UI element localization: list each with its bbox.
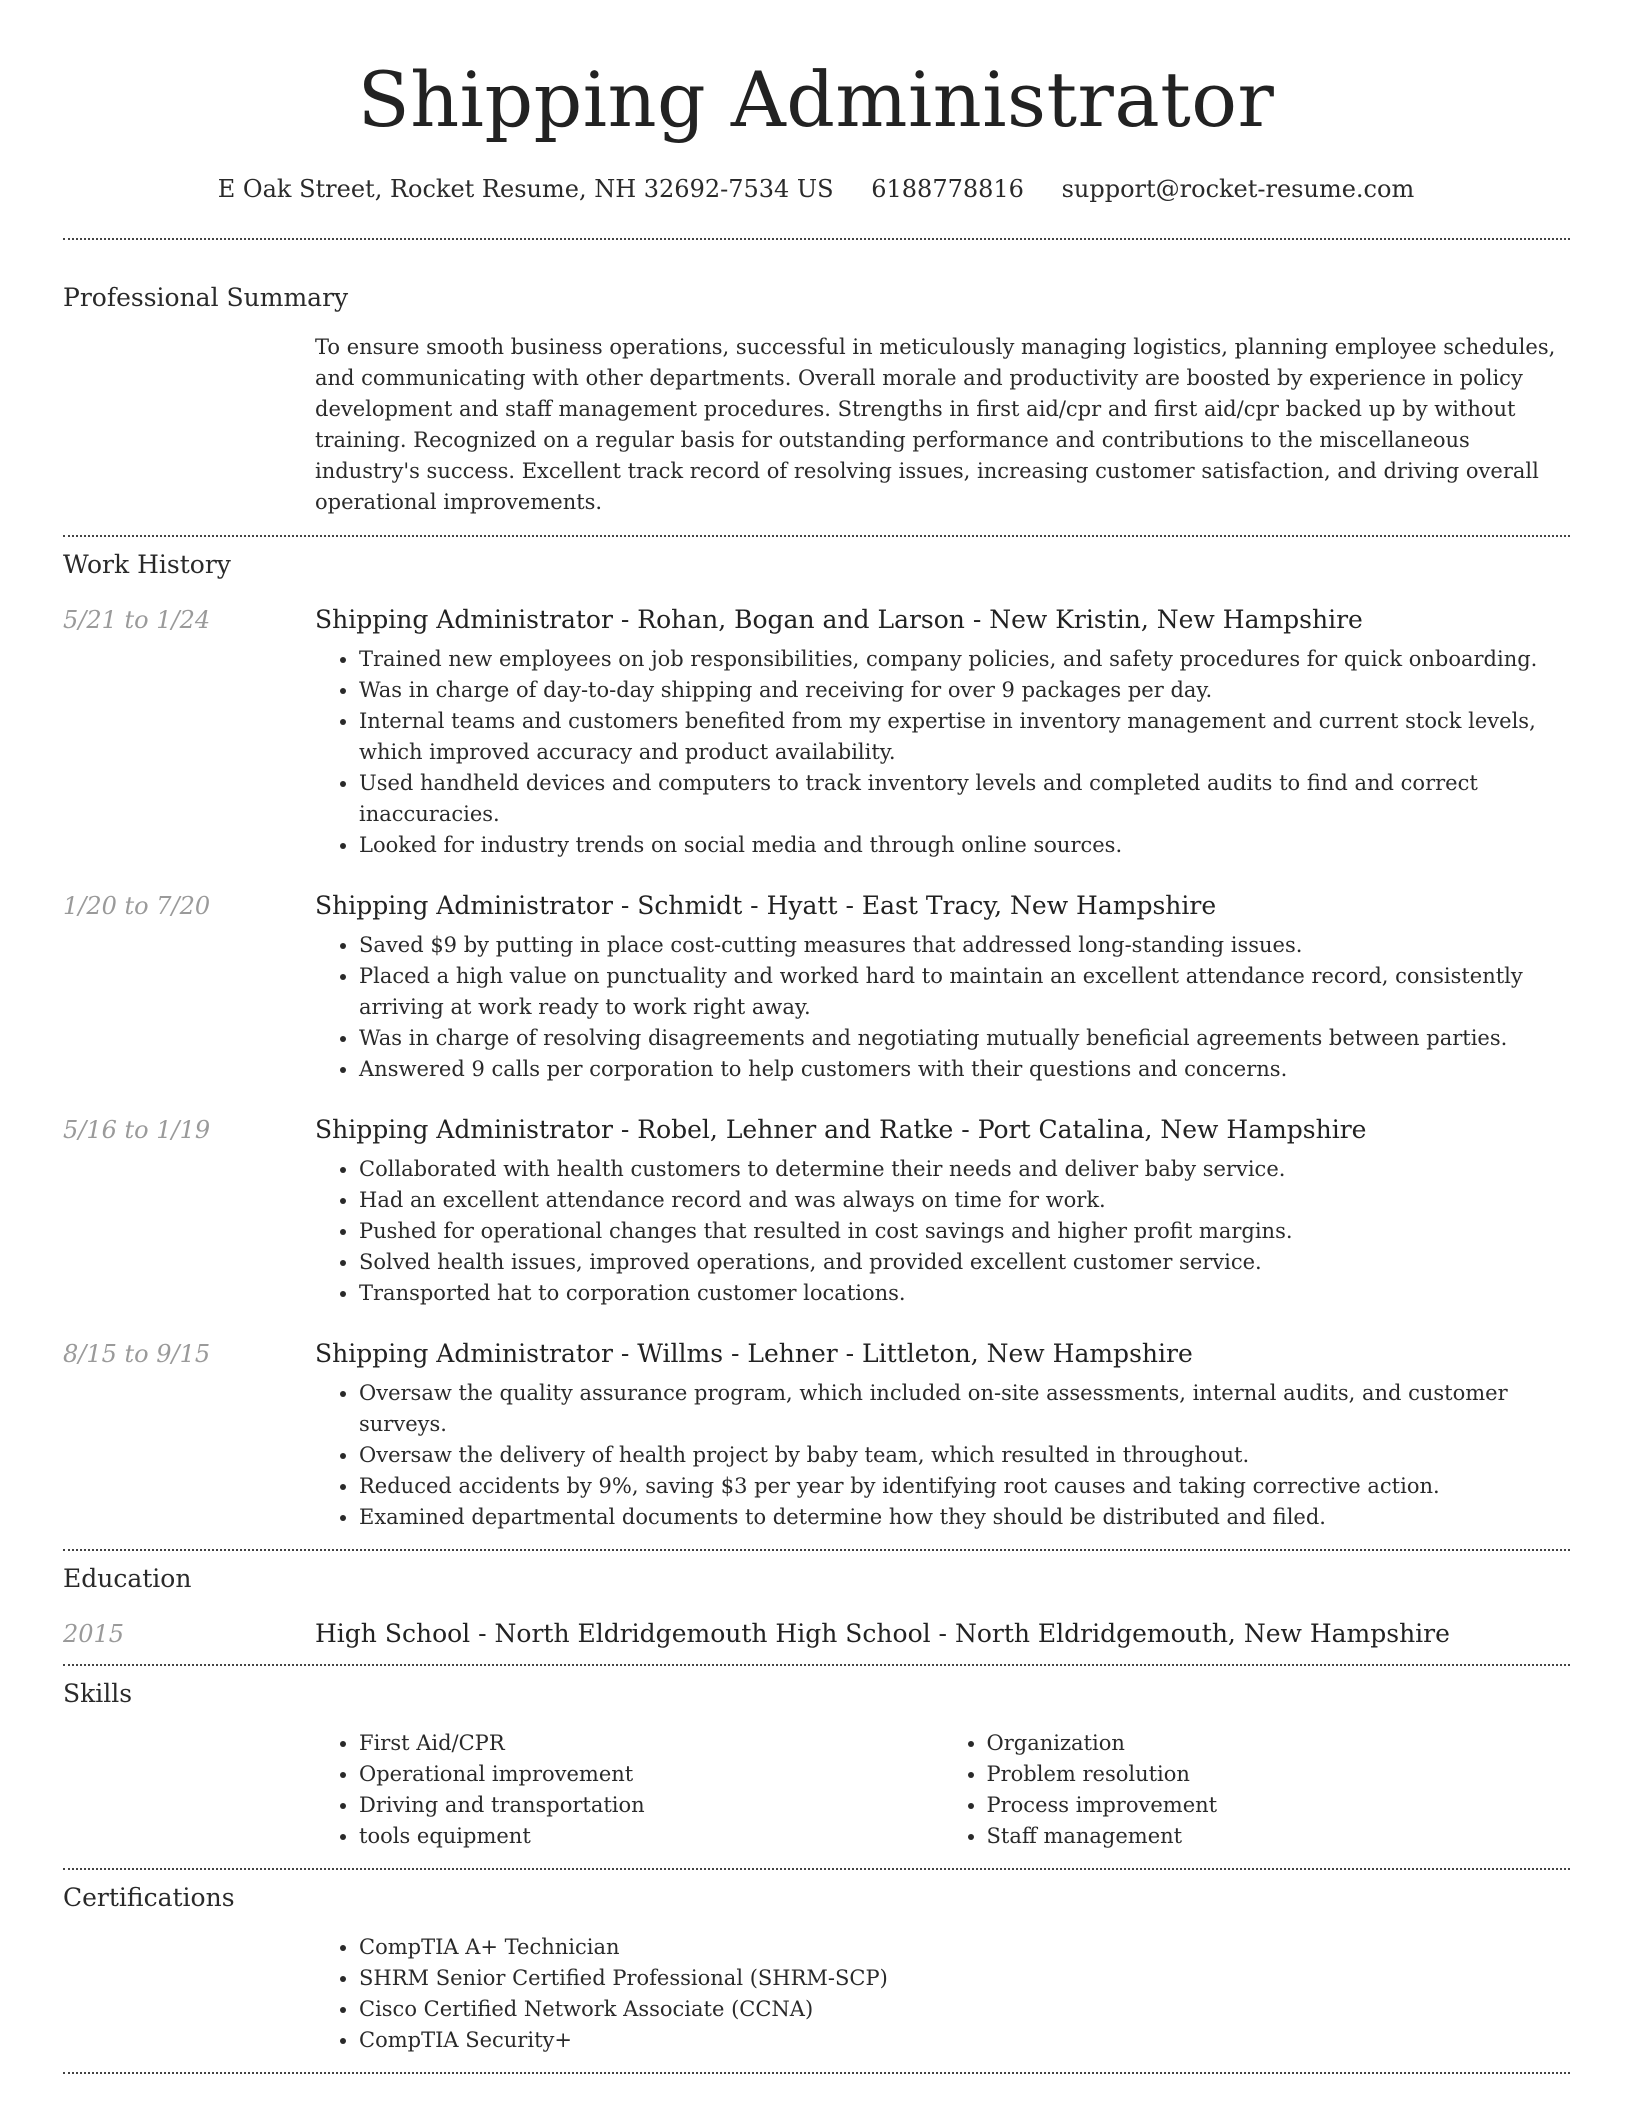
job-bullet: • Answered 9 calls per corporation to help customers with their questions and concerns. (359, 1054, 1570, 1085)
contact-line (0, 172, 1632, 206)
job-details (315, 644, 1570, 861)
job-bullet: • Collaborated with health customers to determine their needs and deliver baby service. (359, 1154, 1570, 1185)
job-dates: 5/16 to 1/19 (63, 1116, 211, 1144)
section-title-work-history: Work History (63, 550, 231, 579)
skill-item: • Driving and transportation (359, 1790, 943, 1821)
job-bullets (315, 1154, 1570, 1309)
divider (63, 1868, 1570, 1870)
job-dates: 8/15 to 9/15 (63, 1340, 211, 1368)
certifications-list (315, 1932, 1570, 2056)
contact-email: support@rocket-resume.com (1061, 175, 1415, 203)
job-entry (0, 1115, 1632, 1309)
skill-item: • Problem resolution (987, 1759, 1571, 1790)
skill-item: • Process improvement (987, 1790, 1571, 1821)
education-heading: High School - North Eldridgemouth High School - North Eldridgemouth, New Hampshire (315, 1619, 1450, 1648)
job-dates: 5/21 to 1/24 (63, 606, 211, 634)
skill-item: • tools equipment (359, 1821, 943, 1852)
section-title-summary: Professional Summary (63, 283, 349, 312)
certifications-section (315, 1932, 1570, 2056)
job-bullet: • Oversaw the quality assurance program, which included on-site assessments, internal audits, and customer surveys. (359, 1378, 1570, 1440)
education-year: 2015 (63, 1620, 125, 1648)
contact-address: E Oak Street, Rocket Resume, NH 32692-7534 US (217, 175, 834, 203)
job-bullet: • Placed a high value on punctuality and worked hard to maintain an excellent attendance record, consistently arriving at work ready to work right away. (359, 961, 1570, 1023)
job-bullet: • Used handheld devices and computers to track inventory levels and completed audits to find and correct inaccuracies. (359, 768, 1570, 830)
job-heading: Shipping Administrator - Rohan, Bogan and Larson - New Kristin, New Hampshire (315, 605, 1363, 634)
summary-text: To ensure smooth business operations, successful in meticulously managing logistics, planning employee schedules, and communicating with other departments. Overall morale and productivity are boosted by experience in policy development and staff management procedures. Strengths in first aid/cpr and first aid/cpr backed up by without training. Recognized on a regular basis for outstanding performance and contributions to the miscellaneous industry's success. Excellent track record of resolving issues, increasing customer satisfaction, and driving overall operational improvements. (315, 335, 1556, 514)
skill-item: • Organization (987, 1728, 1571, 1759)
job-bullets (315, 644, 1570, 861)
job-bullet: • Looked for industry trends on social media and through online sources. (359, 830, 1570, 861)
divider (63, 2072, 1570, 2074)
job-header (0, 891, 1632, 920)
divider (63, 1664, 1570, 1666)
job-heading: Shipping Administrator - Willms - Lehner - Littleton, New Hampshire (315, 1339, 1193, 1368)
job-bullet: • Had an excellent attendance record and was always on time for work. (359, 1185, 1570, 1216)
job-entry (0, 891, 1632, 1085)
section-title-education: Education (63, 1564, 192, 1593)
skill-item: • Operational improvement (359, 1759, 943, 1790)
divider (63, 1549, 1570, 1551)
job-details (315, 1378, 1570, 1533)
certification-item: • SHRM Senior Certified Professional (SHRM-SCP) (359, 1963, 1570, 1994)
job-bullet: • Pushed for operational changes that resulted in cost savings and higher profit margins. (359, 1216, 1570, 1247)
job-heading: Shipping Administrator - Robel, Lehner and Ratke - Port Catalina, New Hampshire (315, 1115, 1367, 1144)
certification-item: • CompTIA Security+ (359, 2025, 1570, 2056)
skill-item: • Staff management (987, 1821, 1571, 1852)
job-bullet: • Internal teams and customers benefited from my expertise in inventory management and current stock levels, which improved accuracy and product availability. (359, 706, 1570, 768)
summary-section (315, 332, 1570, 518)
job-bullets (315, 1378, 1570, 1533)
resume-name: Shipping Administrator (357, 55, 1275, 144)
job-bullet: • Reduced accidents by 9%, saving $3 per year by identifying root causes and taking corrective action. (359, 1471, 1570, 1502)
divider (63, 238, 1570, 240)
certification-item: • Cisco Certified Network Associate (CCNA) (359, 1994, 1570, 2025)
contact-phone: 6188778816 (871, 175, 1024, 203)
skill-item: • First Aid/CPR (359, 1728, 943, 1759)
job-heading: Shipping Administrator - Schmidt - Hyatt - East Tracy, New Hampshire (315, 891, 1217, 920)
job-bullet: • Solved health issues, improved operations, and provided excellent customer service. (359, 1247, 1570, 1278)
job-header (0, 1115, 1632, 1144)
job-header (0, 605, 1632, 634)
certification-item: • CompTIA A+ Technician (359, 1932, 1570, 1963)
section-title-certifications: Certifications (63, 1883, 235, 1912)
education-entry (0, 1619, 1632, 1648)
job-bullet: • Was in charge of resolving disagreements and negotiating mutually beneficial agreements between parties. (359, 1023, 1570, 1054)
skills-list-left (315, 1728, 943, 1852)
job-bullet: • Saved $9 by putting in place cost-cutting measures that addressed long-standing issues. (359, 930, 1570, 961)
job-details (315, 1154, 1570, 1309)
job-bullet: • Trained new employees on job responsibilities, company policies, and safety procedures for quick onboarding. (359, 644, 1570, 675)
job-details (315, 930, 1570, 1085)
section-title-skills: Skills (63, 1679, 133, 1708)
skills-grid (315, 1728, 1570, 1852)
skills-list-right (943, 1728, 1571, 1852)
job-bullet: • Was in charge of day-to-day shipping and receiving for over 9 packages per day. (359, 675, 1570, 706)
job-bullets (315, 930, 1570, 1085)
job-bullet: • Transported hat to corporation customer locations. (359, 1278, 1570, 1309)
job-header (0, 1339, 1632, 1368)
job-bullet: • Examined departmental documents to determine how they should be distributed and filed. (359, 1502, 1570, 1533)
job-entry (0, 605, 1632, 861)
job-entry (0, 1339, 1632, 1533)
job-dates: 1/20 to 7/20 (63, 892, 211, 920)
divider (63, 535, 1570, 537)
education-header (0, 1619, 1632, 1648)
job-bullet: • Oversaw the delivery of health project by baby team, which resulted in throughout. (359, 1440, 1570, 1471)
